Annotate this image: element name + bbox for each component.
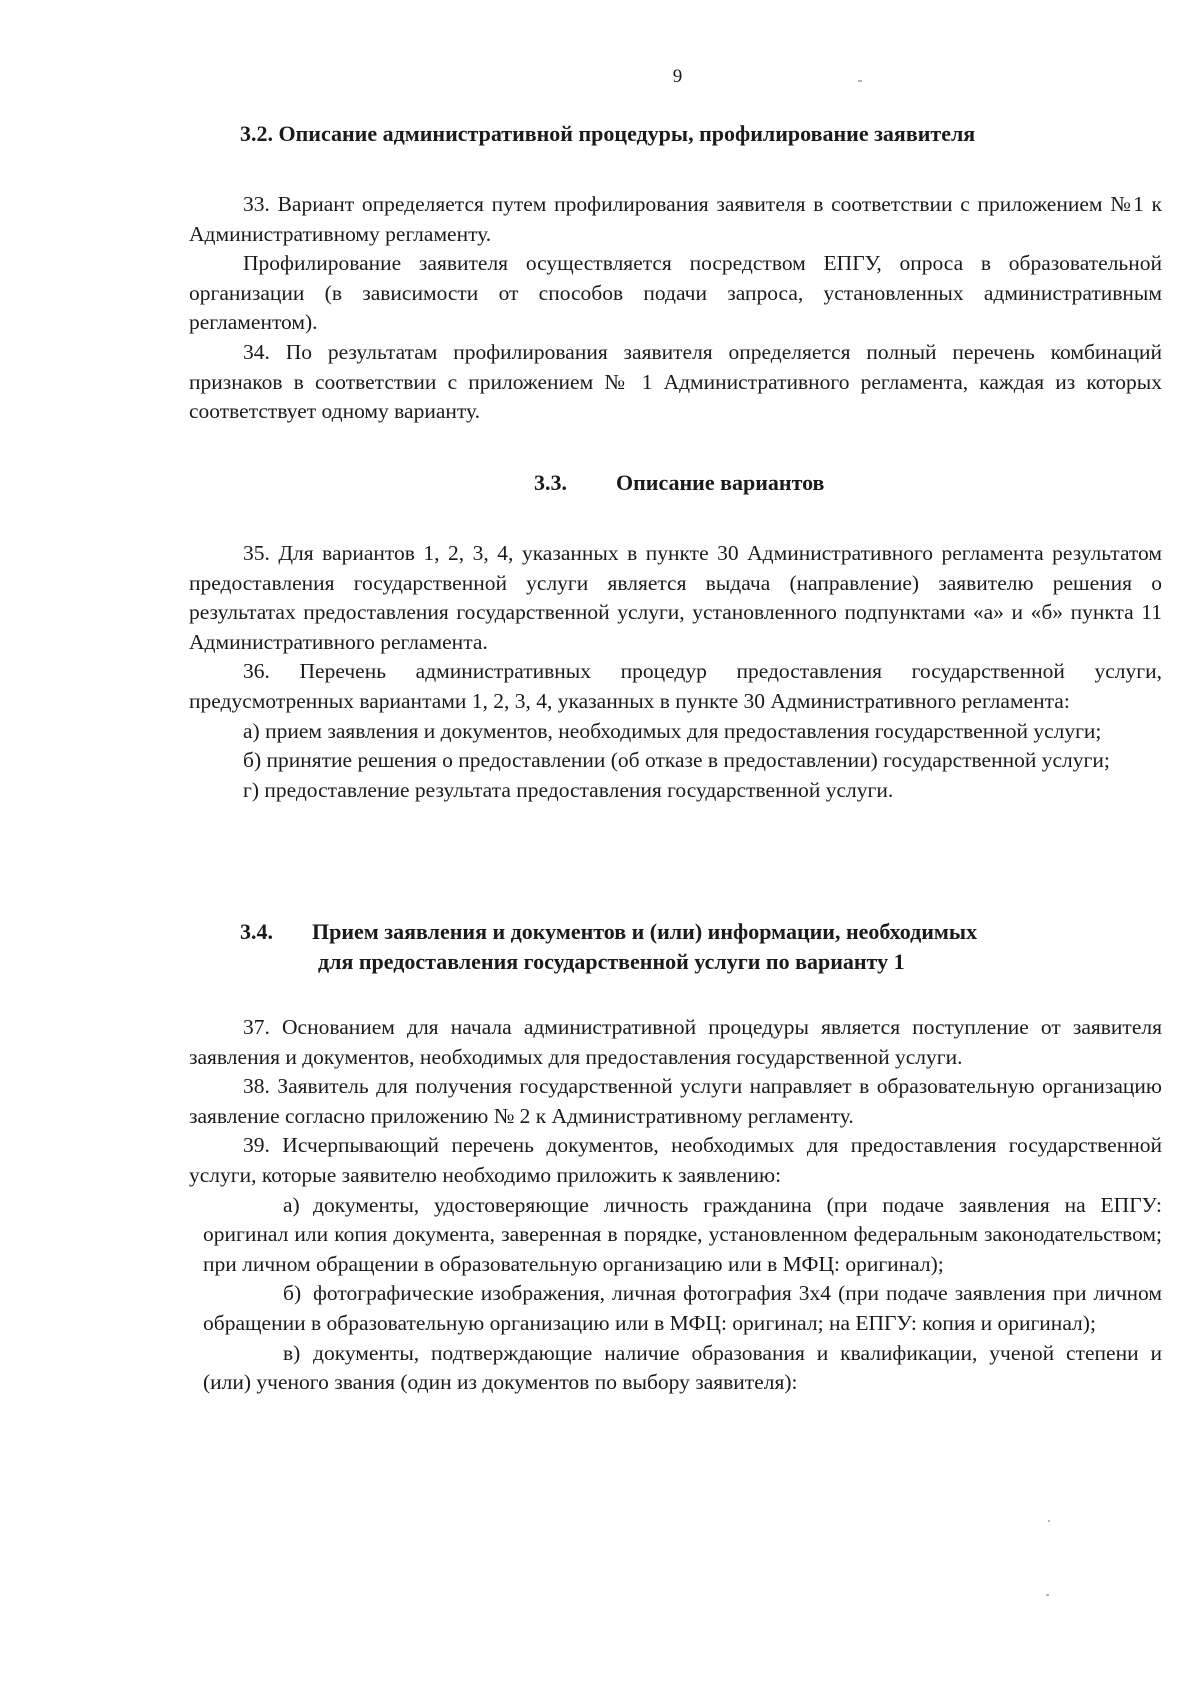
section-3-3-body — [189, 539, 1162, 805]
section-number-3-4: 3.4. — [240, 919, 273, 944]
document-item-a — [203, 1191, 1162, 1280]
section-title-3-3: Описание вариантов — [616, 470, 825, 495]
document-item-b — [203, 1279, 1162, 1338]
section-heading-3-2: 3.2. Описание административной процедуры, профилирование заявителя — [240, 121, 976, 146]
scan-speck — [858, 80, 862, 82]
paragraph-profiling: Профилирование заявителя осуществляется посредством ЕПГУ, опроса в образовательной организации (в зависимости от способов подачи запроса, установленных административным регламентом). — [189, 251, 1162, 335]
section-heading-3-4 — [240, 917, 1120, 977]
item-label: б) — [283, 1281, 302, 1306]
item-text: документы, подтверждающие наличие образования и квалификации, ученой степени и (или) ученого звания (один из документов по выбору заявителя): — [203, 1340, 1162, 1395]
section-title-3-4-line1: Прием заявления и документов и (или) информации, необходимых — [312, 919, 978, 944]
section-heading-3-3 — [534, 468, 934, 498]
item-text: документы, удостоверяющие личность гражданина (при подаче заявления на ЕПГУ: оригинал или копия документа, заверенная в порядке, установленном федеральным законодательством; при личном обращении в образовательную организацию или в МФЦ: оригинал); — [203, 1192, 1162, 1276]
list-item-g: г) предоставление результата предоставления государственной услуги. — [243, 777, 894, 802]
section-title-3-4-line2: для предоставления государственной услуги по варианту 1 — [318, 949, 905, 974]
section-number-3-3: 3.3. — [534, 470, 567, 495]
item-text: фотографические изображения, личная фотография 3x4 (при подаче заявления при личном обращении в образовательную организацию или в МФЦ: оригинал; на ЕПГУ: копия и оригинал); — [203, 1281, 1162, 1335]
paragraph-36: 36. Перечень административных процедур предоставления государственной услуги, предусмотренных вариантами 1, 2, 3, 4, указанных в пункте 30 Административного регламента: — [189, 659, 1162, 713]
section-3-4-body — [189, 1013, 1162, 1398]
paragraph-38: 38. Заявитель для получения государственной услуги направляет в образовательную организацию заявление согласно приложению № 2 к Административному регламенту. — [189, 1074, 1162, 1128]
scan-speck — [1048, 1520, 1050, 1522]
list-item-a: а) прием заявления и документов, необходимых для предоставления государственной услуги; — [243, 718, 1102, 743]
paragraph-35: 35. Для вариантов 1, 2, 3, 4, указанных в пункте 30 Административного регламента результатом предоставления государственной услуги является выдача (направление) заявителю решения о результатах предоставления государственной услуги, установленного подпунктами «а» и «б» пункта 11 Административного регламента. — [189, 541, 1162, 654]
paragraph-37: 37. Основанием для начала административной процедуры является поступление от заявителя заявления и документов, необходимых для предоставления государственной услуги. — [189, 1015, 1162, 1069]
page-number: 9 — [672, 66, 683, 87]
paragraph-34: 34. По результатам профилирования заявителя определяется полный перечень комбинаций признаков в соответствии с приложением № 1 Административного регламента, каждая из которых соответствует одному варианту. — [189, 339, 1162, 424]
document-item-v — [203, 1339, 1162, 1398]
paragraph-39: 39. Исчерпывающий перечень документов, необходимых для предоставления государственной услуги, которые заявителю необходимо приложить к заявлению: — [189, 1133, 1162, 1187]
scan-speck — [1046, 1594, 1049, 1596]
section-3-2-body — [189, 190, 1162, 427]
list-item-b: б) принятие решения о предоставлении (об отказе в предоставлении) государственной услуги; — [243, 748, 1110, 773]
item-label: в) — [283, 1340, 301, 1365]
paragraph-33: 33. Вариант определяется путем профилирования заявителя в соответствии с приложением №1 к Административному регламенту. — [189, 192, 1162, 246]
item-label: а) — [283, 1192, 300, 1217]
